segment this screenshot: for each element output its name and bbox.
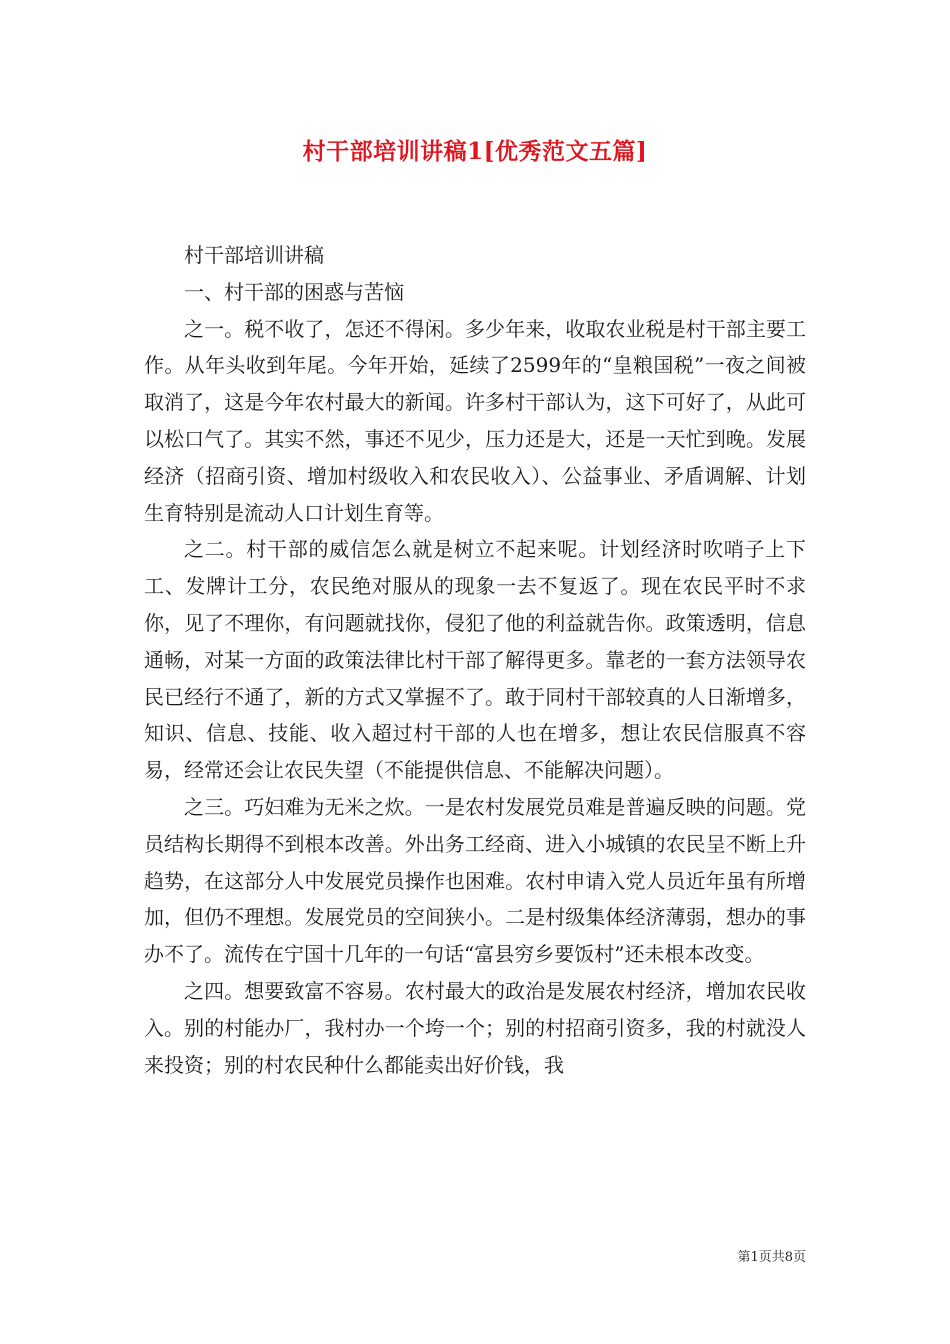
paragraph: 之二。村干部的威信怎么就是树立不起来呢。计划经济时吹哨子上下工、发牌计工分，农民绝对服从的现象一去不复返了。现在农民平时不求你，见了不理你，有问题就找你，侵犯了他的利益就告你。政策透明，信息通畅，对某一方面的政策法律比村干部了解得更多。靠老的一套方法领导农民已经行不通了，新的方式又掌握不了。敢于同村干部较真的人日渐增多，知识、信息、技能、收入超过村干部的人也在增多，想让农民信服真不容易，经常还会让农民失望（不能提供信息、不能解决问题）。 [144,537,806,783]
paragraph: 之一。税不收了，怎还不得闲。多少年来，收取农业税是村干部主要工作。从年头收到年尾。今年开始，延续了2599年的“皇粮国税”一夜之间被取消了，这是今年农村最大的新闻。许多村干部认为，这下可好了，从此可以松口气了。其实不然，事还不见少，压力还是大，还是一天忙到晚。发展经济（招商引资、增加村级收入和农民收入）、公益事业、矛盾调解、计划生育特别是流动人口计划生育等。 [144,316,806,525]
document-body [144,237,806,1083]
document-title: 村干部培训讲稿1[优秀范文五篇] [302,138,648,165]
page-number: 第1页共8页 [737,1250,806,1265]
paragraph: 之四。想要致富不容易。农村最大的政治是发展农村经济，增加农民收入。别的村能办厂，我村办一个垮一个；别的村招商引资多，我的村就没人来投资；别的村农民种什么都能卖出好价钱，我 [144,978,806,1077]
paragraph: 之三。巧妇难为无米之炊。一是农村发展党员难是普遍反映的问题。党员结构长期得不到根本改善。外出务工经商、进入小城镇的农民呈不断上升趋势，在这部分人中发展党员操作也困难。农村申请入党人员近年虽有所增加，但仍不理想。发展党员的空间狭小。二是村级集体经济薄弱，想办的事办不了。流传在宁国十几年的一句话“富县穷乡要饭村”还未根本改变。 [144,794,806,967]
section-heading: 一、村干部的困惑与苦恼 [184,279,404,304]
document-subtitle: 村干部培训讲稿 [184,243,324,267]
